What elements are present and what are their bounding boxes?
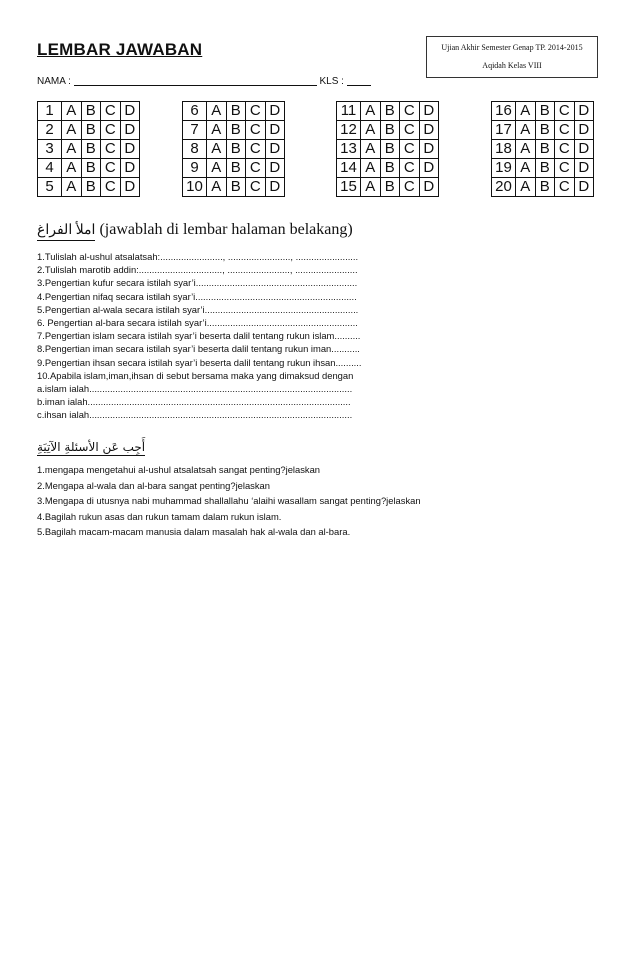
answer-option[interactable]: B xyxy=(226,102,246,121)
answer-option[interactable]: D xyxy=(265,140,285,159)
answer-option[interactable]: C xyxy=(400,102,420,121)
answer-option[interactable]: B xyxy=(535,178,555,197)
answer-option[interactable]: A xyxy=(516,121,536,140)
fill-question: 10.Apabila islam,iman,ihsan di sebut bersama maka yang dimaksud dengan xyxy=(37,369,354,381)
exam-info-box xyxy=(426,36,598,78)
answer-option[interactable]: C xyxy=(555,140,575,159)
question-number: 19 xyxy=(492,159,516,178)
answer-option[interactable]: D xyxy=(120,178,140,197)
answer-option[interactable]: D xyxy=(574,178,594,197)
fill-question: b.iman ialah..................................................................................................... xyxy=(37,396,351,408)
answer-option[interactable]: B xyxy=(226,178,246,197)
answer-option[interactable]: D xyxy=(265,121,285,140)
answer-option[interactable]: A xyxy=(361,121,381,140)
answer-option[interactable]: D xyxy=(120,140,140,159)
answer-row xyxy=(337,140,439,159)
answer-row xyxy=(183,159,285,178)
answer-option[interactable]: B xyxy=(226,121,246,140)
answer-option[interactable]: D xyxy=(419,121,439,140)
fill-question: c.ihsan ialah..................................................................................................... xyxy=(37,409,353,421)
answer-option[interactable]: D xyxy=(574,102,594,121)
answer-option[interactable]: C xyxy=(400,159,420,178)
answer-option[interactable]: C xyxy=(555,121,575,140)
answer-option[interactable]: A xyxy=(361,140,381,159)
question-number: 18 xyxy=(492,140,516,159)
answer-row xyxy=(492,140,594,159)
fill-question: 6. Pengertian al-bara secara istilah syar’i.......................................................... xyxy=(37,316,358,328)
answer-option[interactable]: A xyxy=(62,121,82,140)
answer-option[interactable]: D xyxy=(419,178,439,197)
answer-option[interactable]: C xyxy=(101,159,121,178)
answer-option[interactable]: C xyxy=(246,121,266,140)
answer-row xyxy=(38,121,140,140)
answer-option[interactable]: C xyxy=(246,102,266,121)
answer-option[interactable]: A xyxy=(207,121,227,140)
answer-row xyxy=(492,159,594,178)
question-number: 16 xyxy=(492,102,516,121)
answer-option[interactable]: C xyxy=(246,140,266,159)
fill-question: 2.Tulislah marotib addin:................................, ........................, ........................ xyxy=(37,264,358,276)
answer-row xyxy=(337,178,439,197)
answer-option[interactable]: D xyxy=(265,178,285,197)
essay-question: 3.Mengapa di utusnya nabi muhammad shallallahu ‘alaihi wasallam sangat penting?jelaskan xyxy=(37,495,421,506)
answer-row xyxy=(183,102,285,121)
question-number: 15 xyxy=(337,178,361,197)
answer-option[interactable]: A xyxy=(361,159,381,178)
answer-option[interactable]: B xyxy=(535,121,555,140)
fill-question: a.islam ialah..................................................................................................... xyxy=(37,382,353,394)
question-number: 8 xyxy=(183,140,207,159)
kls-label: KLS : xyxy=(319,76,344,87)
answer-option[interactable]: D xyxy=(574,159,594,178)
answer-option[interactable]: B xyxy=(380,159,400,178)
question-number: 7 xyxy=(183,121,207,140)
answer-option[interactable]: B xyxy=(81,178,101,197)
answer-option[interactable]: C xyxy=(555,178,575,197)
question-number: 12 xyxy=(337,121,361,140)
answer-row xyxy=(38,140,140,159)
answer-option[interactable]: B xyxy=(380,102,400,121)
answer-option[interactable]: C xyxy=(400,140,420,159)
nama-label: NAMA : xyxy=(37,76,71,87)
nama-blank[interactable] xyxy=(74,85,317,86)
answer-option[interactable]: B xyxy=(81,159,101,178)
question-number: 14 xyxy=(337,159,361,178)
page-title: LEMBAR JAWABAN xyxy=(37,40,203,59)
answer-option[interactable]: A xyxy=(361,102,381,121)
question-number: 10 xyxy=(183,178,207,197)
answer-option[interactable]: A xyxy=(516,178,536,197)
answer-option[interactable]: D xyxy=(419,102,439,121)
answer-option[interactable]: A xyxy=(207,102,227,121)
student-info-line xyxy=(37,76,371,87)
question-number: 4 xyxy=(38,159,62,178)
answer-row xyxy=(38,102,140,121)
essay-section-arabic-title: أَجِب عَن الأسئلةِ الآتِيَةِ xyxy=(37,440,146,454)
answer-option[interactable]: A xyxy=(207,140,227,159)
answer-option[interactable]: C xyxy=(555,159,575,178)
answer-row xyxy=(183,178,285,197)
answer-option[interactable]: A xyxy=(62,159,82,178)
answer-row xyxy=(337,102,439,121)
exam-info-line1: Ujian Akhir Semester Genap TP. 2014-2015 xyxy=(441,43,583,52)
answer-option[interactable]: D xyxy=(574,121,594,140)
answer-grid-block xyxy=(37,101,140,197)
fill-question: 5.Pengertian al-wala secara istilah syar’i........................................................... xyxy=(37,303,359,315)
answer-option[interactable]: C xyxy=(246,178,266,197)
answer-option[interactable]: B xyxy=(380,121,400,140)
answer-option[interactable]: B xyxy=(226,140,246,159)
essay-question: 1.mengapa mengetahui al-ushul atsalatsah sangat penting?jelaskan xyxy=(37,464,321,475)
answer-option[interactable]: A xyxy=(516,102,536,121)
answer-option[interactable]: D xyxy=(419,140,439,159)
answer-grid-block xyxy=(336,101,439,197)
fill-question: 8.Pengertian iman secara istilah syar’i beserta dalil tentang rukun iman........... xyxy=(37,343,360,355)
fill-question: 1.Tulislah al-ushul atsalatsah:........................, ........................, ........................ xyxy=(37,251,359,262)
question-number: 9 xyxy=(183,159,207,178)
answer-option[interactable]: D xyxy=(265,159,285,178)
answer-row xyxy=(183,121,285,140)
answer-option[interactable]: A xyxy=(62,178,82,197)
fill-section-heading xyxy=(37,221,353,241)
answer-option[interactable]: A xyxy=(207,178,227,197)
question-number: 3 xyxy=(38,140,62,159)
answer-option[interactable]: C xyxy=(101,178,121,197)
answer-option[interactable]: D xyxy=(120,121,140,140)
answer-option[interactable]: B xyxy=(226,159,246,178)
fill-section-arabic-title: املأ الفراغ xyxy=(37,222,95,241)
answer-option[interactable]: B xyxy=(535,102,555,121)
answer-option[interactable]: B xyxy=(81,140,101,159)
answer-row xyxy=(38,159,140,178)
answer-option[interactable]: C xyxy=(101,102,121,121)
answer-option[interactable]: D xyxy=(120,159,140,178)
answer-option[interactable]: C xyxy=(246,159,266,178)
question-number: 1 xyxy=(38,102,62,121)
answer-option[interactable]: B xyxy=(380,140,400,159)
answer-option[interactable]: C xyxy=(400,178,420,197)
answer-row xyxy=(492,121,594,140)
question-number: 2 xyxy=(38,121,62,140)
answer-option[interactable]: B xyxy=(81,102,101,121)
fill-section-instruction: (jawablah di lembar halaman belakang) xyxy=(99,221,353,238)
question-number: 5 xyxy=(38,178,62,197)
answer-option[interactable]: A xyxy=(207,159,227,178)
answer-row xyxy=(337,159,439,178)
answer-row xyxy=(38,178,140,197)
fill-question: 7.Pengertian islam secara istilah syar’i beserta dalil tentang rukun islam.......... xyxy=(37,330,361,342)
answer-option[interactable]: B xyxy=(81,121,101,140)
essay-question: 5.Bagilah macam-macam manusia dalam masalah hak al-wala dan al-bara. xyxy=(37,526,351,537)
fill-question: 3.Pengertian kufur secara istilah syar’i.............................................................. xyxy=(37,277,358,289)
answer-row xyxy=(337,121,439,140)
question-number: 20 xyxy=(492,178,516,197)
essay-question: 4.Bagilah rukun asas dan rukun tamam dalam rukun islam. xyxy=(37,510,282,522)
answer-option[interactable]: A xyxy=(62,102,82,121)
answer-option[interactable]: A xyxy=(516,159,536,178)
answer-option[interactable]: C xyxy=(101,121,121,140)
answer-option[interactable]: D xyxy=(120,102,140,121)
answer-grid-block xyxy=(491,101,594,197)
answer-option[interactable]: B xyxy=(380,178,400,197)
fill-question: 4.Pengertian nifaq secara istilah syar’i.............................................................. xyxy=(37,290,357,302)
answer-option[interactable]: D xyxy=(419,159,439,178)
answer-option[interactable]: B xyxy=(535,159,555,178)
question-number: 13 xyxy=(337,140,361,159)
exam-info-line2: Aqidah Kelas VIII xyxy=(482,61,542,70)
answer-option[interactable]: D xyxy=(265,102,285,121)
question-number: 17 xyxy=(492,121,516,140)
answer-option[interactable]: A xyxy=(361,178,381,197)
answer-row xyxy=(492,102,594,121)
answer-option[interactable]: C xyxy=(555,102,575,121)
answer-option[interactable]: A xyxy=(62,140,82,159)
kls-blank[interactable] xyxy=(347,85,371,86)
question-number: 11 xyxy=(337,102,361,121)
question-number: 6 xyxy=(183,102,207,121)
answer-option[interactable]: C xyxy=(400,121,420,140)
answer-option[interactable]: C xyxy=(101,140,121,159)
answer-option[interactable]: D xyxy=(574,140,594,159)
answer-option[interactable]: B xyxy=(535,140,555,159)
essay-question-list xyxy=(37,462,421,540)
answer-option[interactable]: A xyxy=(516,140,536,159)
answer-row xyxy=(492,178,594,197)
fill-question-list xyxy=(37,250,362,421)
fill-question: 9.Pengertian ihsan secara istilah syar’i beserta dalil tentang rukun ihsan.......... xyxy=(37,356,362,368)
answer-row xyxy=(183,140,285,159)
answer-grid-block xyxy=(182,101,285,197)
essay-question: 2.Mengapa al-wala dan al-bara sangat penting?jelaskan xyxy=(37,479,270,491)
